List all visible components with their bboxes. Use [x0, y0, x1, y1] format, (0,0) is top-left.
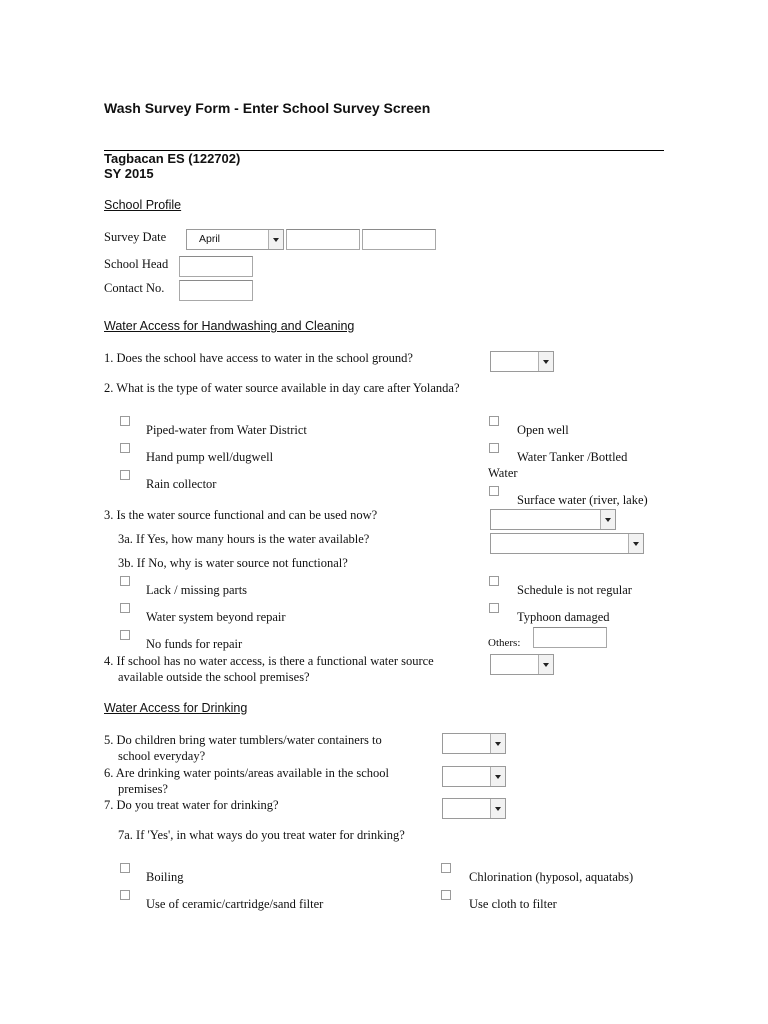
- q5-select[interactable]: [442, 733, 506, 754]
- chevron-down-icon: [490, 767, 505, 786]
- chevron-down-icon: [490, 734, 505, 753]
- survey-month-value: April: [199, 233, 221, 245]
- contact-no-field[interactable]: [179, 280, 253, 301]
- label-no-funds: No funds for repair: [146, 637, 243, 651]
- label-lack-parts: Lack / missing parts: [146, 583, 248, 597]
- others-field[interactable]: [533, 627, 607, 648]
- checkbox-piped-water[interactable]: [120, 416, 130, 426]
- question-7: 7. Do you treat water for drinking?: [104, 798, 279, 812]
- question-5-line2: school everyday?: [118, 749, 206, 763]
- question-6-line2: premises?: [118, 782, 168, 796]
- question-1: 1. Does the school have access to water in the school ground?: [104, 351, 413, 365]
- checkbox-surface-water[interactable]: [489, 486, 499, 496]
- chevron-down-icon: [628, 534, 643, 553]
- chevron-down-icon: [268, 230, 283, 249]
- label-ceramic-filter: Use of ceramic/cartridge/sand filter: [146, 897, 324, 911]
- question-4-line1: 4. If school has no water access, is there a functional water source: [104, 654, 434, 668]
- checkbox-beyond-repair[interactable]: [120, 603, 130, 613]
- label-cloth-filter: Use cloth to filter: [469, 897, 557, 911]
- question-7a: 7a. If 'Yes', in what ways do you treat water for drinking?: [118, 828, 405, 842]
- checkbox-ceramic-filter[interactable]: [120, 890, 130, 900]
- label-typhoon: Typhoon damaged: [517, 610, 610, 624]
- label-boiling: Boiling: [146, 870, 184, 884]
- survey-year-field[interactable]: [362, 229, 436, 250]
- checkbox-schedule[interactable]: [489, 576, 499, 586]
- chevron-down-icon: [600, 510, 615, 529]
- checkbox-chlorination[interactable]: [441, 863, 451, 873]
- question-4-line2: available outside the school premises?: [118, 670, 310, 684]
- label-water-tanker: Water Tanker /Bottled: [517, 450, 628, 464]
- checkbox-typhoon[interactable]: [489, 603, 499, 613]
- question-3a: 3a. If Yes, how many hours is the water available?: [118, 532, 370, 546]
- checkbox-water-tanker[interactable]: [489, 443, 499, 453]
- section-handwashing: Water Access for Handwashing and Cleaning: [104, 319, 355, 333]
- label-rain-collector: Rain collector: [146, 477, 217, 491]
- label-schedule: Schedule is not regular: [517, 583, 632, 597]
- chevron-down-icon: [538, 655, 553, 674]
- school-head-field[interactable]: [179, 256, 253, 277]
- q3-select[interactable]: [490, 509, 616, 530]
- question-6-line1: 6. Are drinking water points/areas available in the school: [104, 766, 389, 780]
- label-chlorination: Chlorination (hyposol, aquatabs): [469, 870, 634, 884]
- q7-select[interactable]: [442, 798, 506, 819]
- checkbox-open-well[interactable]: [489, 416, 499, 426]
- label-surface-water: Surface water (river, lake): [517, 493, 648, 507]
- question-2: 2. What is the type of water source available in day care after Yolanda?: [104, 381, 460, 395]
- checkbox-no-funds[interactable]: [120, 630, 130, 640]
- school-year: SY 2015: [104, 166, 154, 181]
- survey-day-field[interactable]: [286, 229, 360, 250]
- checkbox-lack-parts[interactable]: [120, 576, 130, 586]
- label-open-well: Open well: [517, 423, 569, 437]
- survey-date-label: Survey Date: [104, 230, 167, 244]
- label-water-tanker-wrap: Water: [488, 466, 518, 480]
- label-beyond-repair: Water system beyond repair: [146, 610, 286, 624]
- chevron-down-icon: [490, 799, 505, 818]
- q1-select[interactable]: [490, 351, 554, 372]
- section-drinking: Water Access for Drinking: [104, 701, 248, 715]
- label-hand-pump: Hand pump well/dugwell: [146, 450, 274, 464]
- q6-select[interactable]: [442, 766, 506, 787]
- school-name: Tagbacan ES (122702): [104, 151, 241, 166]
- section-school-profile: School Profile: [104, 198, 182, 212]
- chevron-down-icon: [538, 352, 553, 371]
- question-3: 3. Is the water source functional and can be used now?: [104, 508, 378, 522]
- q3a-select[interactable]: [490, 533, 644, 554]
- survey-month-select[interactable]: [186, 229, 284, 250]
- checkbox-hand-pump[interactable]: [120, 443, 130, 453]
- label-others: Others:: [488, 637, 521, 649]
- page-title: Wash Survey Form - Enter School Survey Screen: [104, 100, 431, 116]
- checkbox-cloth-filter[interactable]: [441, 890, 451, 900]
- checkbox-boiling[interactable]: [120, 863, 130, 873]
- label-piped-water: Piped-water from Water District: [146, 423, 307, 437]
- q4-select[interactable]: [490, 654, 554, 675]
- contact-no-label: Contact No.: [104, 281, 165, 295]
- question-3b: 3b. If No, why is water source not functional?: [118, 556, 348, 570]
- checkbox-rain-collector[interactable]: [120, 470, 130, 480]
- question-5-line1: 5. Do children bring water tumblers/water containers to: [104, 733, 382, 747]
- school-head-label: School Head: [104, 257, 169, 271]
